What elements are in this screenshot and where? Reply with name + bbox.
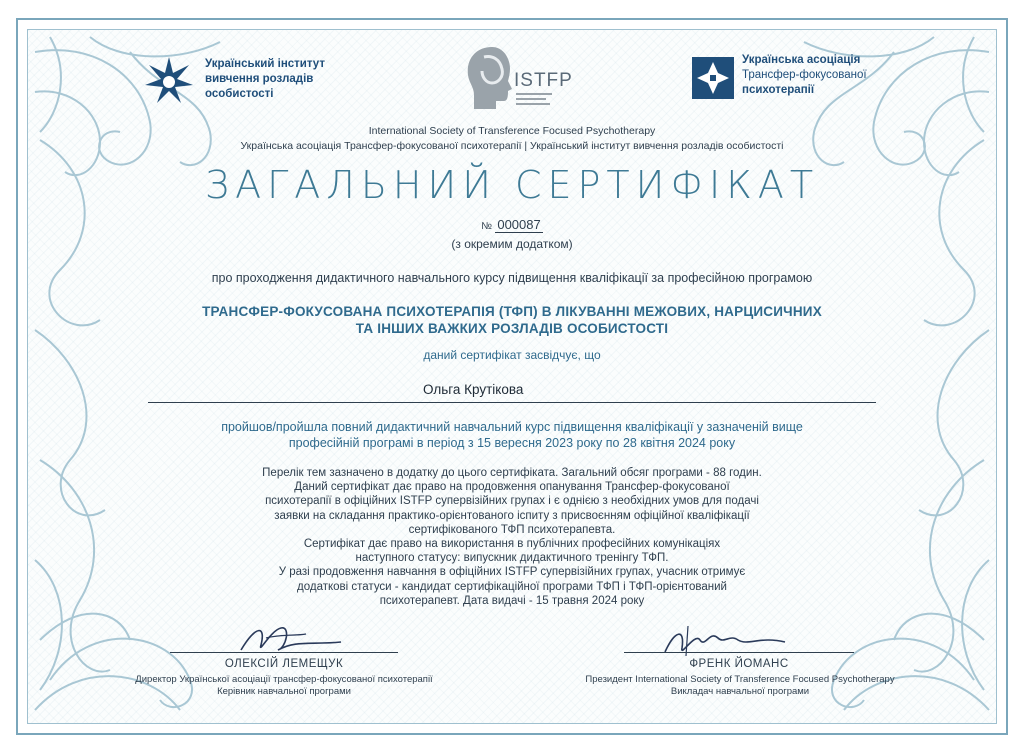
- program-title-line-2: ТА ІНШИХ ВАЖКИХ РОЗЛАДІВ ОСОБИСТОСТІ: [355, 321, 669, 336]
- details-line: Сертифікат дає право на використання в публічних професійних комунікаціях: [303, 538, 721, 551]
- details-line: У разі продовження навчання в офіційних ISTFP супервізійних групах, учасник отримує: [278, 566, 746, 579]
- certificate-number-row: [0, 217, 1024, 232]
- intro-text: про проходження дидактичного навчального курсу підвищення кваліфікації за професійною програмою: [211, 271, 813, 285]
- cross-logo-icon: [692, 57, 734, 99]
- left-org-line-2: вивчення розладів: [205, 73, 314, 85]
- right-signer-name: ФРЕНК ЙОМАНС: [689, 658, 789, 670]
- left-org-line-3: особистості: [205, 88, 274, 100]
- completion-line-1: пройшов/пройшла повний дидактичний навчальний курс підвищення кваліфікації у зазначеній вище: [221, 420, 803, 434]
- left-org-name: [205, 57, 355, 102]
- center-logo-text: ISTFP: [514, 70, 573, 91]
- certificate-title: ЗАГАЛЬНИЙ СЕРТИФІКАТ: [204, 163, 820, 207]
- recipient-name: Ольга Крутікова: [423, 382, 524, 397]
- details-line: сертифікованого ТФП психотерапевта.: [408, 523, 616, 536]
- left-signer-role-line-2: Керівник навчальної програми: [217, 686, 351, 697]
- head-profile-logo-icon: [462, 43, 522, 113]
- details-line: додаткові статуси - кандидат сертифікаційної програми ТФП і ТФП-орієнтований: [297, 580, 727, 593]
- details-block: [0, 466, 1024, 608]
- right-org-name: [742, 53, 902, 98]
- star-logo-icon: [143, 55, 195, 107]
- certificate-subtitle: (з окремим додатком): [451, 237, 573, 251]
- right-org-line-2: Трансфер-фокусованої: [742, 69, 867, 81]
- completion-line-2: професійній програмі в період з 15 вересня 2023 року по 28 квітня 2024 року: [288, 436, 736, 450]
- certificate-number: 000087: [497, 217, 541, 232]
- society-name: International Society of Transference Focused Psychotherapy: [368, 125, 656, 137]
- completion-text: [0, 419, 1024, 451]
- details-line: наступного статусу: випускник дидактичного тренінгу ТФП.: [355, 552, 669, 565]
- certifies-text: даний сертифікат засвідчує, що: [423, 348, 601, 362]
- details-line: Даний сертифікат дає право на продовження опанування Трансфер-фокусованої: [294, 481, 730, 494]
- left-signature-image: [236, 620, 346, 660]
- details-line: психотерапії в офіційних ISTFP супервізійних групах і є однією з необхідних умов для подачі: [265, 495, 759, 508]
- right-signature-image: [660, 620, 790, 660]
- left-signer-role-line-1: Директор Української асоціації трансфер-фокусованої психотерапії: [135, 674, 433, 685]
- program-title: [0, 303, 1024, 337]
- left-signer-name: ОЛЕКСІЙ ЛЕМЕЩУК: [224, 658, 344, 670]
- details-line: Перелік тем зазначено в додатку до цього сертифіката. Загальний обсяг програми - 88 годин.: [262, 467, 762, 479]
- center-logo-tagline: [516, 93, 556, 105]
- right-signer-role-line-1: Президент International Society of Transference Focused Psychotherapy: [585, 674, 895, 685]
- left-signature-line: [170, 652, 398, 653]
- left-org-line-1: Український інститут: [205, 58, 325, 70]
- number-prefix: №: [481, 221, 492, 232]
- associations-line: Українська асоціація Трансфер-фокусованої психотерапії | Український інститут вивчення розладів особистості: [240, 140, 784, 152]
- recipient-underline: [148, 402, 876, 403]
- right-org-line-1: Українська асоціація: [742, 54, 861, 66]
- details-line: заявки на складання практико-орієнтованого іспиту з присвоєнням офіційної кваліфікації: [274, 509, 750, 522]
- right-signer-role-line-2: Викладач навчальної програми: [670, 686, 810, 697]
- details-line: психотерапевт. Дата видачі - 15 травня 2024 року: [379, 594, 645, 607]
- right-org-line-3: психотерапії: [742, 84, 815, 96]
- right-signer-role: [520, 674, 960, 698]
- right-signature-line: [624, 652, 854, 653]
- program-title-line-1: ТРАНСФЕР-ФОКУСОВАНА ПСИХОТЕРАПІЯ (ТФП) В ЛІКУВАННІ МЕЖОВИХ, НАРЦИСИЧНИХ: [202, 304, 822, 319]
- left-signer-role: [60, 674, 508, 698]
